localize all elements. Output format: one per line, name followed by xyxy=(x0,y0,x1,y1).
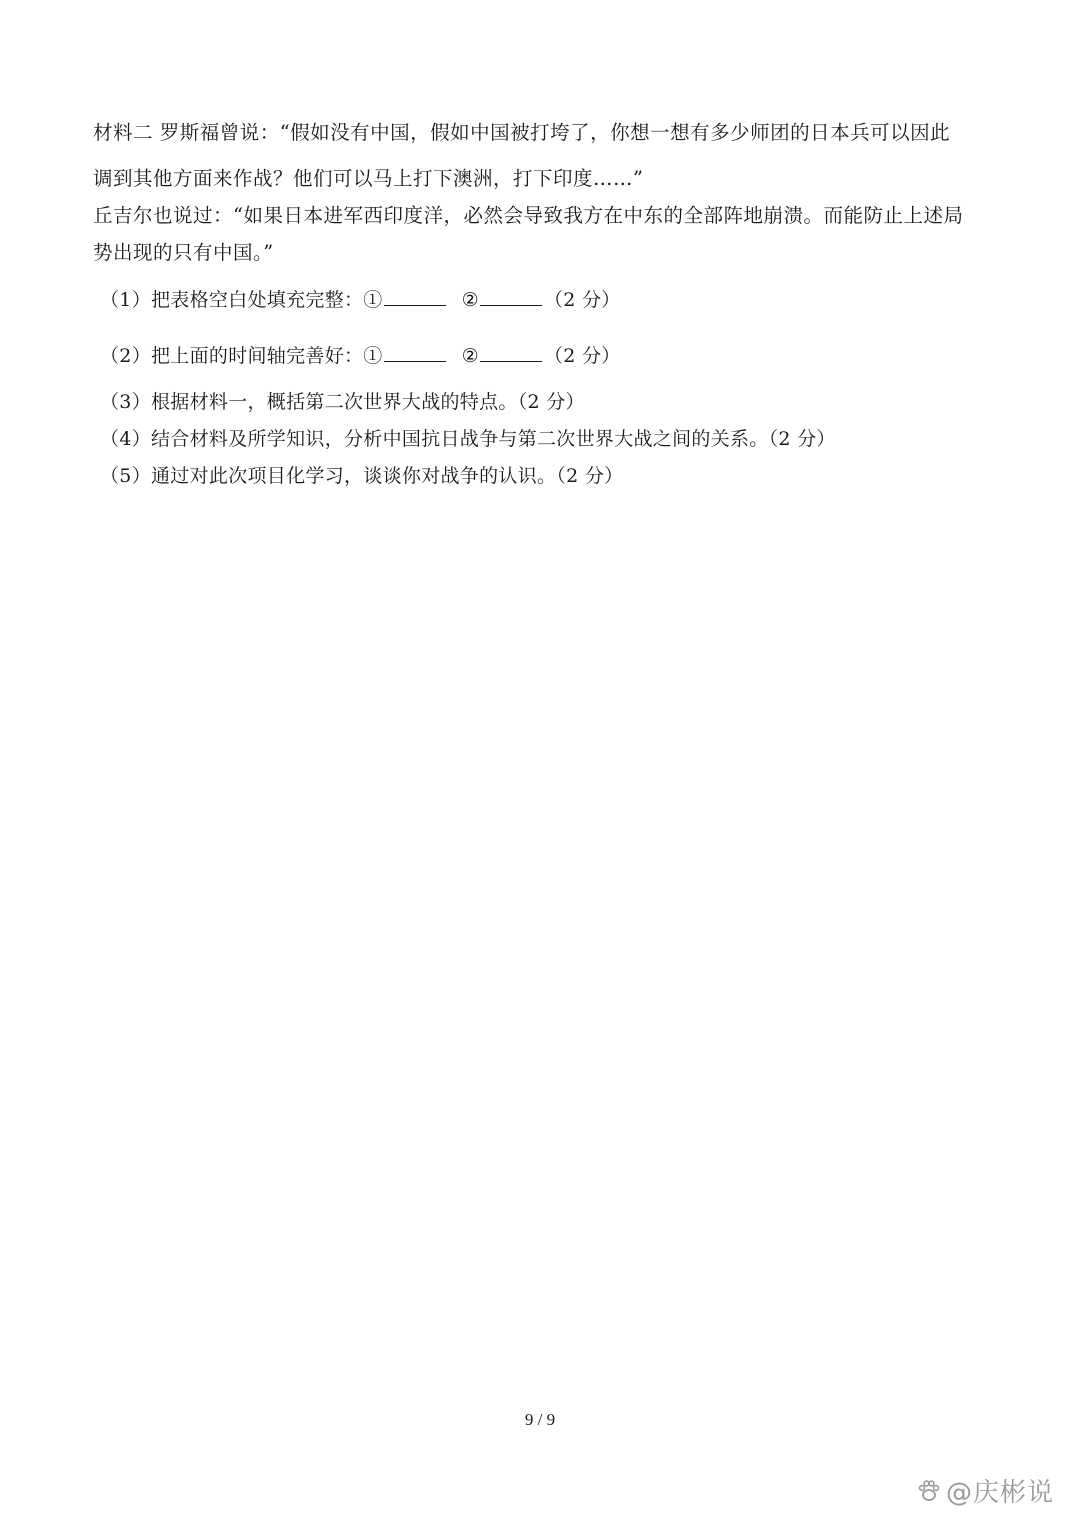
question-1-blank-1[interactable] xyxy=(384,287,446,306)
page-number: 9 / 9 xyxy=(524,1410,556,1429)
question-5: （5）通过对此次项目化学习，谈谈你对战争的认识。（2 分） xyxy=(100,465,624,487)
question-2 xyxy=(100,343,1040,369)
question-2-blank-1[interactable] xyxy=(384,343,446,362)
question-1 xyxy=(100,287,1040,313)
question-1-mark-2: ② xyxy=(461,289,479,311)
question-1-mark-1: ① xyxy=(363,289,383,311)
material2-line-3: 丘吉尔也说过：“如果日本进军西印度洋，必然会导致我方在中东的全部阵地崩溃。而能防止上述局 xyxy=(93,204,964,227)
question-2-score: （2 分） xyxy=(543,345,621,367)
question-1-blank-2[interactable] xyxy=(480,287,542,306)
paw-icon xyxy=(916,1478,942,1504)
watermark-text: @庆彬说 xyxy=(945,1478,1054,1508)
material2-line-2: 调到其他方面来作战？他们可以马上打下澳洲，打下印度……” xyxy=(93,167,644,190)
question-2-text: （2）把上面的时间轴完善好： xyxy=(100,345,364,367)
question-1-text: （1）把表格空白处填充完整： xyxy=(100,289,364,311)
question-2-blank-2[interactable] xyxy=(480,343,542,362)
question-3: （3）根据材料一，概括第二次世界大战的特点。（2 分） xyxy=(100,391,585,413)
material2-line-1: 材料二 罗斯福曾说：“假如没有中国，假如中国被打垮了，你想一想有多少师团的日本兵可以因此 xyxy=(93,121,951,144)
question-2-mark-1: ① xyxy=(363,345,383,367)
watermark xyxy=(916,1472,1054,1509)
question-2-mark-2: ② xyxy=(461,345,479,367)
question-1-score: （2 分） xyxy=(543,289,621,311)
question-4: （4）结合材料及所学知识，分析中国抗日战争与第二次世界大战之间的关系。（2 分） xyxy=(100,428,836,450)
material2-line-4: 势出现的只有中国。” xyxy=(93,241,274,264)
